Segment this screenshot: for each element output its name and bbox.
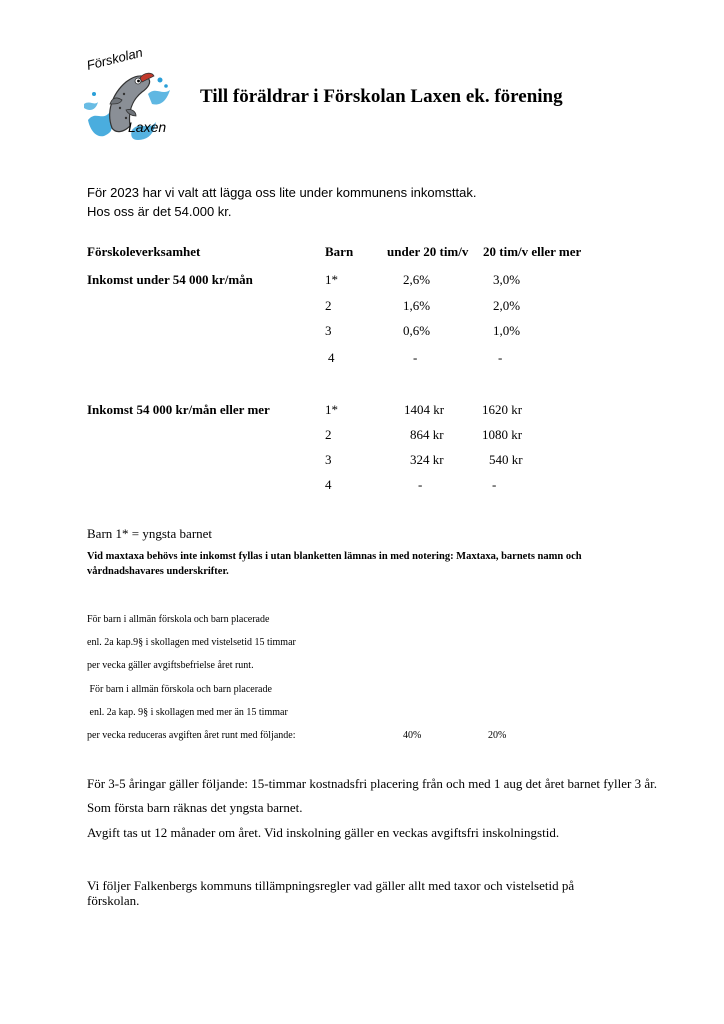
- table-cell-barn: 3: [325, 323, 332, 338]
- table-cell-over20: -: [492, 477, 497, 492]
- table-cell-under20: 864 kr: [410, 427, 444, 442]
- intro-line-2: Hos oss är det 54.000 kr.: [87, 204, 232, 219]
- general-line-4: För barn i allmän förskola och barn placerade: [87, 684, 272, 695]
- table-cell-under20: 324 kr: [410, 452, 444, 467]
- logo-text-top: Förskolan: [85, 50, 145, 73]
- group2-label: Inkomst 54 000 kr/mån eller mer: [87, 402, 270, 417]
- table-cell-under20: 0,6%: [403, 323, 431, 338]
- reduction-under20: 40%: [403, 730, 422, 741]
- general-line-2: enl. 2a kap.9§ i skollagen med vistelsetid 15 timmar: [87, 637, 296, 648]
- reduction-over20: 20%: [488, 730, 507, 741]
- table-cell-barn: 4: [325, 477, 332, 492]
- header-activity: Förskoleverksamhet: [87, 244, 201, 259]
- youngest-note: Barn 1* = yngsta barnet: [87, 526, 213, 541]
- table-cell-barn: 4: [328, 350, 335, 365]
- logo-text-bottom: Laxen: [128, 119, 167, 135]
- intro-line-1: För 2023 har vi valt att lägga oss lite under kommunens inkomsttak.: [87, 185, 477, 200]
- footer-line-1: För 3-5 åringar gäller följande: 15-timmar kostnadsfri placering från och med 1 aug det året barnet fyller 3 år.: [87, 776, 657, 791]
- table-cell-over20: 3,0%: [493, 272, 521, 287]
- table-cell-under20: 2,6%: [403, 272, 431, 287]
- header-over20: 20 tim/v eller mer: [483, 244, 582, 259]
- table-cell-under20: -: [413, 350, 418, 365]
- footer-line-4: Vi följer Falkenbergs kommuns tillämpningsregler vad gäller allt med taxor och vistelsetid på: [87, 878, 575, 893]
- header-under20: under 20 tim/v: [387, 244, 469, 259]
- table-cell-barn: 3: [325, 452, 332, 467]
- table-cell-under20: 1404 kr: [404, 402, 445, 417]
- header-children: Barn: [325, 244, 354, 259]
- document-title: Till föräldrar i Förskolan Laxen ek. förening: [200, 86, 563, 107]
- general-line-1: För barn i allmän förskola och barn placerade: [87, 614, 270, 625]
- general-line-5: enl. 2a kap. 9§ i skollagen med mer än 15 timmar: [87, 707, 288, 718]
- table-cell-barn: 2: [325, 427, 332, 442]
- footer-line-5: förskolan.: [87, 893, 140, 908]
- table-cell-barn: 1*: [325, 402, 338, 417]
- logo-forskolan-laxen: [82, 50, 178, 142]
- group1-label: Inkomst under 54 000 kr/mån: [87, 272, 253, 287]
- table-cell-over20: 540 kr: [489, 452, 523, 467]
- table-cell-over20: -: [498, 350, 503, 365]
- footer-line-3: Avgift tas ut 12 månader om året. Vid inskolning gäller en veckas avgiftsfri inskolningstid.: [87, 825, 560, 840]
- table-cell-barn: 1*: [325, 272, 338, 287]
- table-cell-over20: 1080 kr: [482, 427, 523, 442]
- maxtaxa-note-line-2: vårdnadshavares underskrifter.: [87, 566, 229, 577]
- table-cell-barn: 2: [325, 298, 332, 313]
- table-cell-over20: 1,0%: [493, 323, 521, 338]
- table-cell-under20: 1,6%: [403, 298, 431, 313]
- table-cell-over20: 2,0%: [493, 298, 521, 313]
- general-line-6: per vecka reduceras avgiften året runt med följande:: [87, 730, 296, 741]
- maxtaxa-note-line-1: Vid maxtaxa behövs inte inkomst fyllas i utan blanketten lämnas in med notering: Maxtaxa, barnets namn och: [87, 551, 582, 562]
- table-cell-over20: 1620 kr: [482, 402, 523, 417]
- table-cell-under20: -: [418, 477, 423, 492]
- footer-line-2: Som första barn räknas det yngsta barnet.: [87, 800, 303, 815]
- general-line-3: per vecka gäller avgiftsbefrielse året runt.: [87, 660, 254, 671]
